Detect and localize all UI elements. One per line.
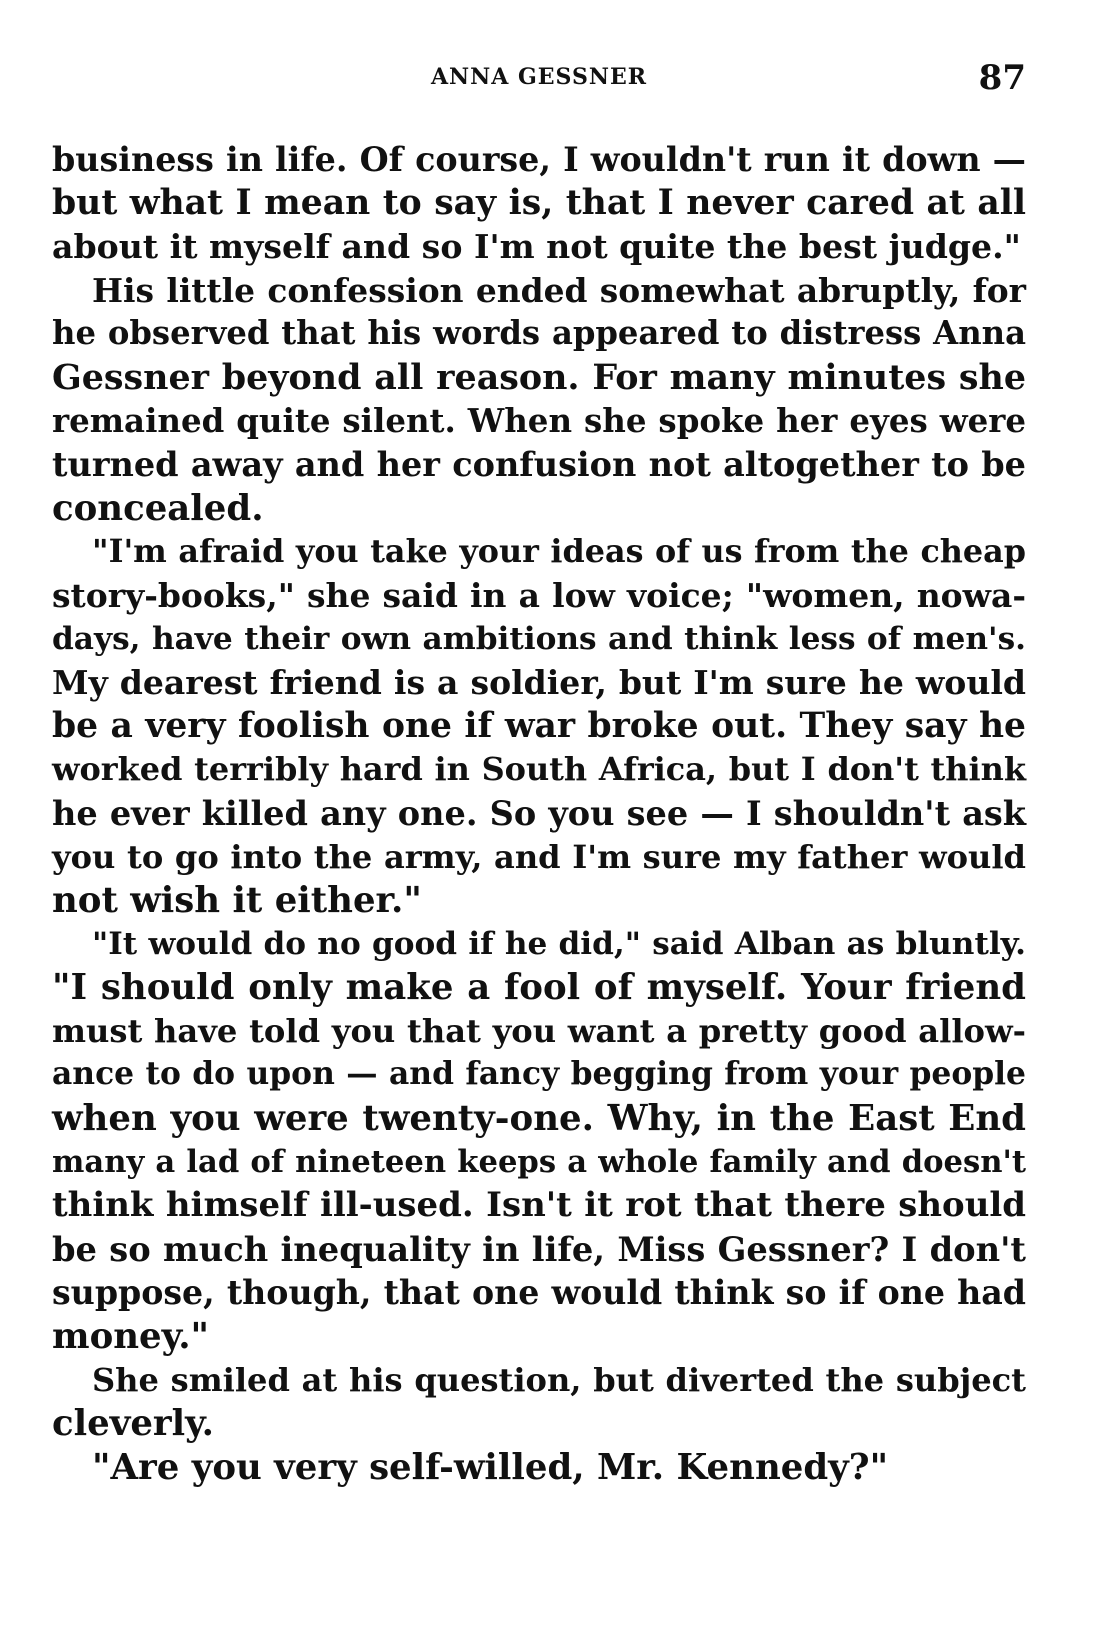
text-line: he observed that his words appeared to distress Anna bbox=[52, 314, 1026, 353]
text-line: ance to do upon — and fancy begging from your people bbox=[52, 1056, 1026, 1093]
text-line: remained quite silent. When she spoke her eyes were bbox=[52, 401, 1026, 440]
text-line: suppose, though, that one would think so if one had bbox=[52, 1273, 1026, 1313]
text-line: not wish it either." bbox=[52, 880, 422, 922]
text-line: but what I mean to say is, that I never cared at all bbox=[52, 182, 1026, 223]
text-line: cleverly. bbox=[52, 1403, 215, 1445]
text-line: think himself ill-used. Isn't it rot that there should bbox=[52, 1185, 1026, 1226]
text-line: "Are you very self-willed, Mr. Kennedy?" bbox=[92, 1446, 889, 1488]
text-line: he ever killed any one. So you see — I shouldn't ask bbox=[52, 793, 1026, 833]
text-line: "I should only make a fool of myself. Your friend bbox=[52, 967, 1026, 1009]
text-line: days, have their own ambitions and think less of men's. bbox=[52, 620, 1026, 657]
text-line: about it myself and so I'm not quite the best judge." bbox=[52, 227, 1021, 267]
text-line: His little confession ended somewhat abruptly, for bbox=[92, 270, 1026, 310]
running-head bbox=[52, 58, 1026, 98]
text-line: business in life. Of course, I wouldn't run it down — bbox=[52, 140, 1026, 179]
text-line: be so much inequality in life, Miss Gessner? I don't bbox=[52, 1228, 1026, 1269]
text-line: "I'm afraid you take your ideas of us from the cheap bbox=[92, 533, 1026, 571]
text-line: many a lad of nineteen keeps a whole family and doesn't bbox=[52, 1143, 1026, 1180]
text-line: Gessner beyond all reason. For many minutes she bbox=[52, 356, 1026, 398]
text-line: concealed. bbox=[52, 487, 264, 529]
page-number: 87 bbox=[978, 58, 1026, 98]
text-line: be a very foolish one if war broke out. They say he bbox=[52, 705, 1026, 746]
body-text bbox=[52, 138, 1026, 1489]
text-line: when you were twenty-one. Why, in the East End bbox=[52, 1098, 1026, 1140]
text-line: story-books," she said in a low voice; "women, nowa- bbox=[52, 575, 1026, 615]
text-line: turned away and her confusion not altogether to be bbox=[52, 445, 1026, 485]
text-line: must have told you that you want a pretty good allow- bbox=[52, 1011, 1026, 1050]
text-line: My dearest friend is a soldier, but I'm sure he would bbox=[52, 663, 1026, 703]
text-line: you to go into the army, and I'm sure my father would bbox=[52, 837, 1026, 876]
text-line: "It would do no good if he did," said Alban as bluntly. bbox=[92, 925, 1026, 962]
text-line: She smiled at his question, but diverted the subject bbox=[92, 1360, 1026, 1399]
text-line: money." bbox=[52, 1316, 210, 1358]
text-line: worked terribly hard in South Africa, but I don't think bbox=[52, 750, 1026, 789]
running-title: ANNA GESSNER bbox=[430, 64, 648, 90]
